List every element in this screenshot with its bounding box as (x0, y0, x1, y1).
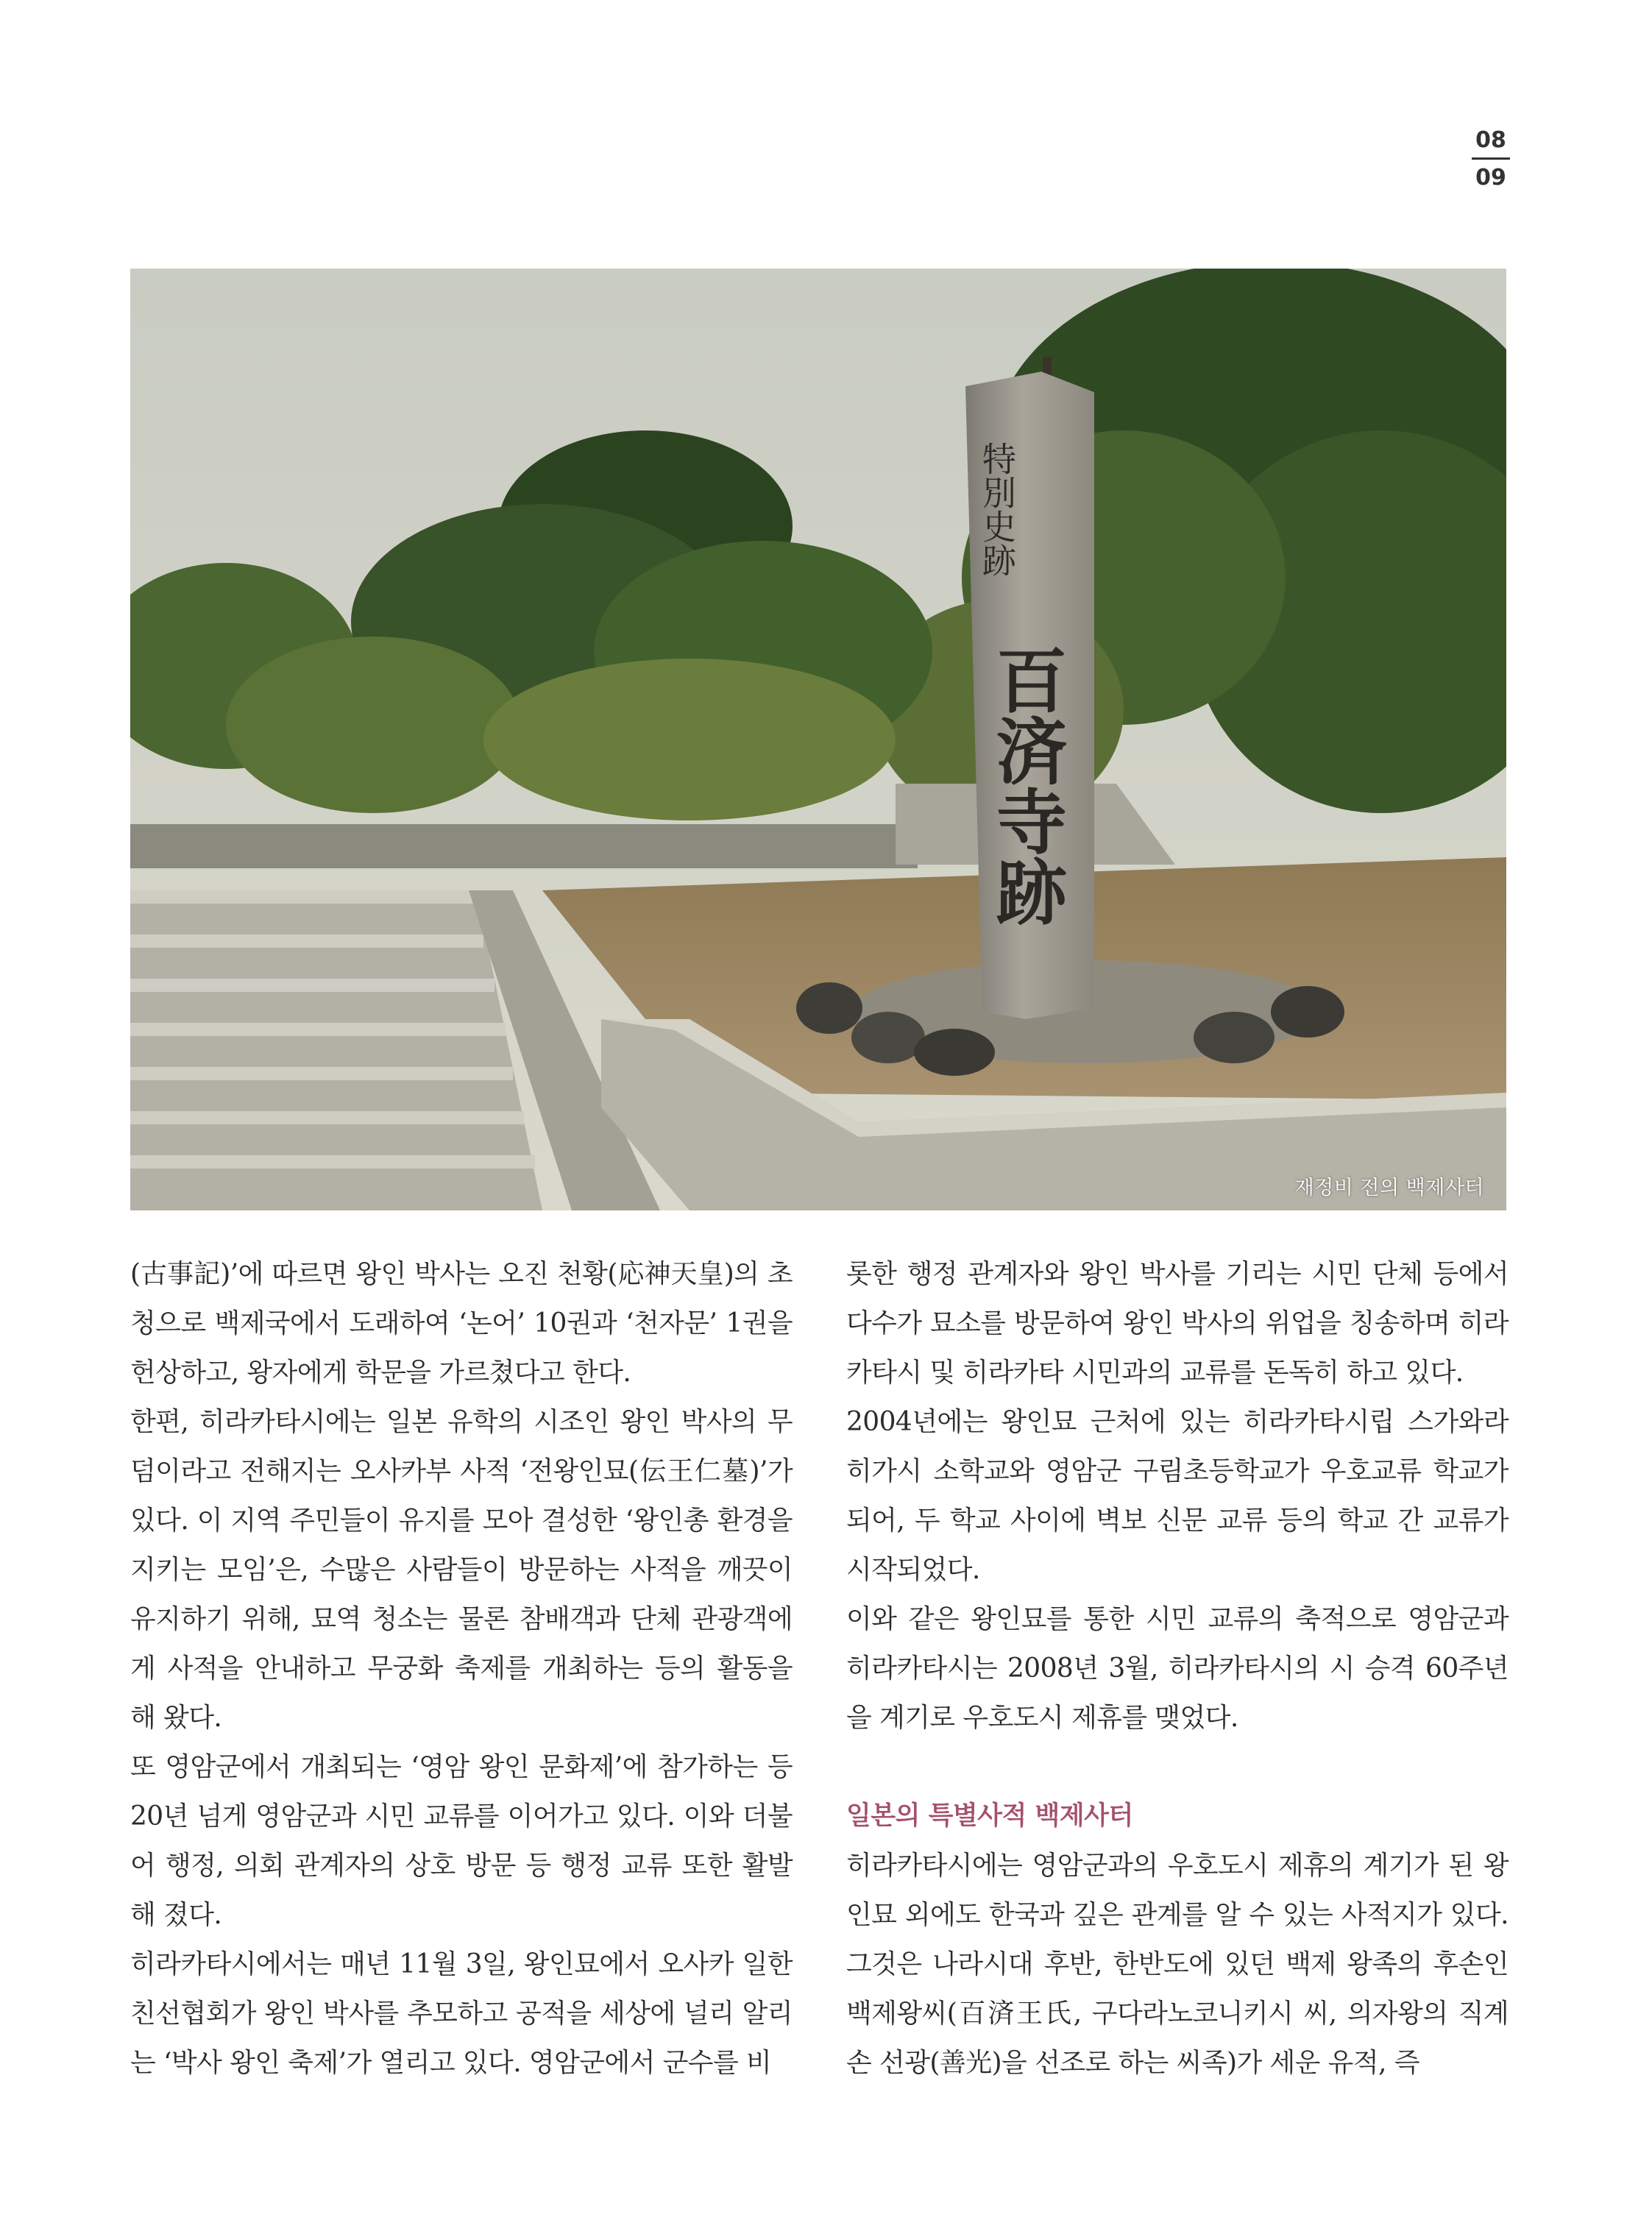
page-number-divider (1472, 157, 1510, 160)
site-photo-illustration (130, 269, 1506, 1210)
left-column (130, 1249, 793, 2088)
left-paragraph: 한편, 히라카타시에는 일본 유학의 시조인 왕인 박사의 무덤이라고 전해지는 오사카부 사적 ‘전왕인묘(伝王仁墓)’가 있다. 이 지역 주민들이 유지를 모아 결성한 ‘왕인총 환경을 지키는 모임’은, 수많은 사람들이 방문하는 사적을 깨끗이 유지하기 위해, 묘역 청소는 물론 참배객과 단체 관광객에게 사적을 안내하고 무궁화 축제를 개최하는 등의 활동을 해 왔다. (130, 1407, 793, 1733)
monument-top-text: 特別史跡 (977, 442, 1017, 577)
left-paragraph: 또 영암군에서 개최되는 ‘영암 왕인 문화제’에 참가하는 등 20년 넘게 영암군과 시민 교류를 이어가고 있다. 이와 더불어 행정, 의회 관계자의 상호 방문 등 행정 교류 또한 활발해 졌다. (130, 1752, 793, 1930)
right-paragraph: 이와 같은 왕인묘를 통한 시민 교류의 축적으로 영암군과 히라카타시는 2008년 3월, 히라카타시의 시 승격 60주년을 계기로 우호도시 제휴를 맺었다. (846, 1604, 1509, 1733)
left-paragraph: 히라카타시에서는 매년 11월 3일, 왕인묘에서 오사카 일한 친선협회가 왕인 박사를 추모하고 공적을 세상에 널리 알리는 ‘박사 왕인 축제’가 열리고 있다. 영암군에서 군수를 비 (130, 1949, 793, 2078)
section-heading: 일본의 특별사적 백제사터 (846, 1801, 1133, 1831)
page-number-left: 08 (1475, 127, 1506, 153)
site-photo (130, 269, 1506, 1210)
left-paragraph: (古事記)’에 따르면 왕인 박사는 오진 천황(応神天皇)의 초청으로 백제국에서 도래하여 ‘논어’ 10권과 ‘천자문’ 1권을 헌상하고, 왕자에게 학문을 가르쳤다고 한다. (130, 1259, 793, 1388)
page-number-right: 09 (1475, 165, 1506, 191)
photo-caption: 재정비 전의 백제사터 (1294, 1177, 1484, 1199)
right-column (846, 1249, 1509, 2088)
back-wall (130, 824, 918, 868)
right-paragraph: 히라카타시에는 영암군과의 우호도시 제휴의 계기가 된 왕인묘 외에도 한국과 깊은 관계를 알 수 있는 사적지가 있다. 그것은 나라시대 후반, 한반도에 있던 백제 왕족의 후손인 백제왕씨(百済王氏, 구다라노코니키시 씨, 의자왕의 직계손 선광(善光)을 선조로 하는 씨족)가 세운 유적, 즉 (846, 1851, 1509, 2078)
right-paragraph: 2004년에는 왕인묘 근처에 있는 히라카타시립 스가와라 히가시 소학교와 영암군 구림초등학교가 우호교류 학교가 되어, 두 학교 사이에 벽보 신문 교류 등의 학교 간 교류가 시작되었다. (846, 1407, 1509, 1585)
monument-main-text: 百済寺跡 (985, 644, 1068, 926)
right-paragraph: 롯한 행정 관계자와 왕인 박사를 기리는 시민 단체 등에서 다수가 묘소를 방문하여 왕인 박사의 위업을 칭송하며 히라카타시 및 히라카타 시민과의 교류를 돈독히 하고 있다. (846, 1259, 1509, 1388)
page-number (1472, 127, 1510, 192)
